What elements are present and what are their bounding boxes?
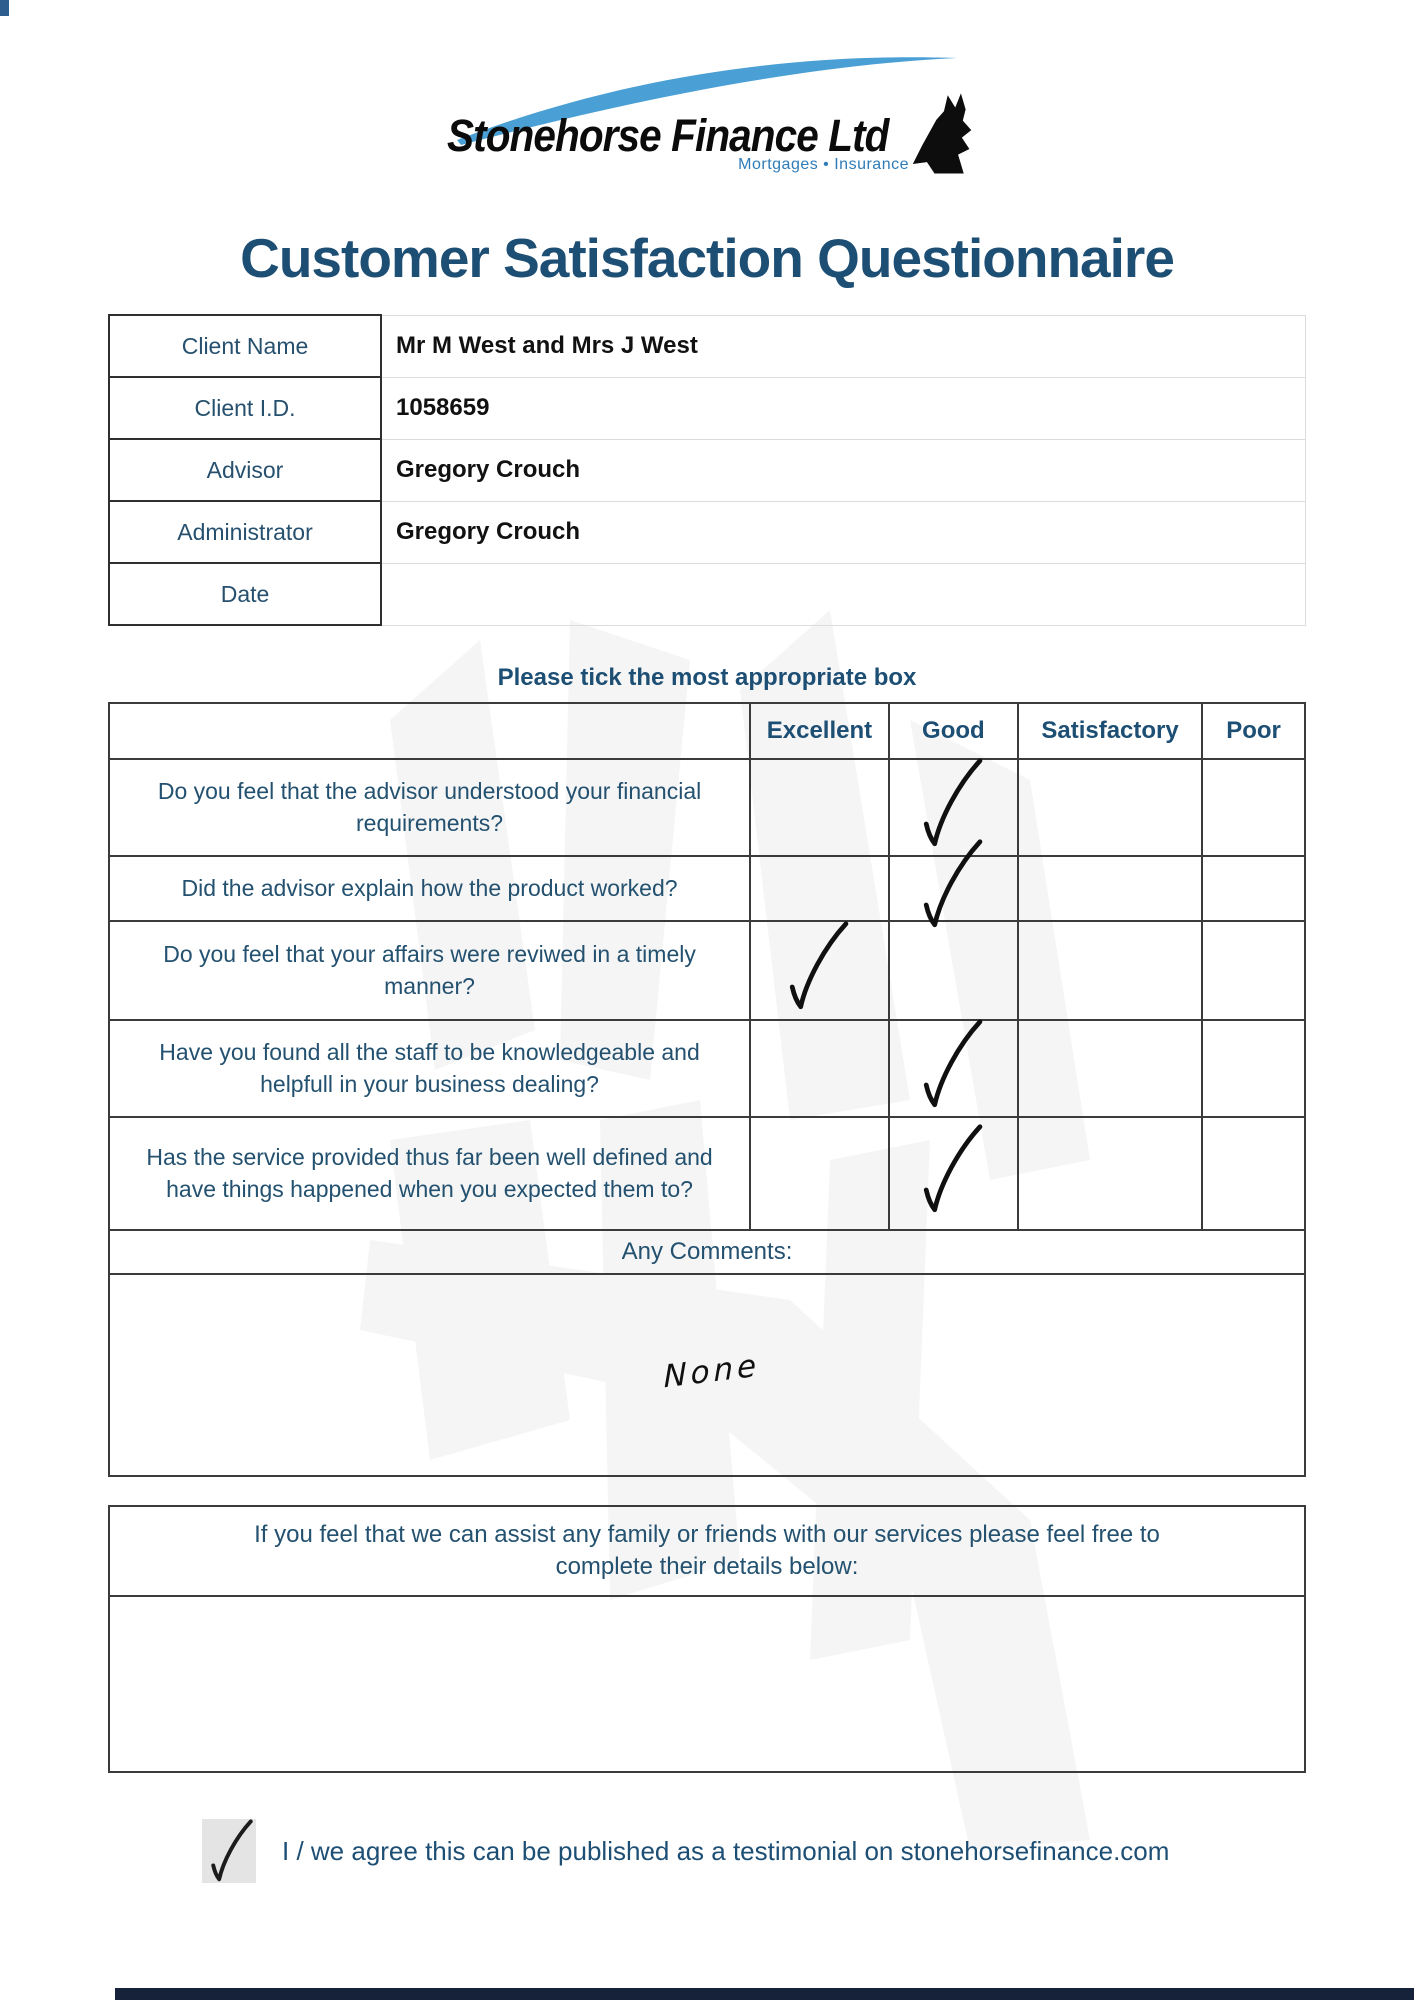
advisor-value: Gregory Crouch: [381, 439, 1306, 501]
handwritten-comment: None: [663, 1347, 761, 1396]
referral-details-box[interactable]: [109, 1596, 1305, 1772]
question-text: Have you found all the staff to be knowledgeable and helpfull in your business dealing?: [109, 1020, 750, 1117]
question-text: Has the service provided thus far been well defined and have things happened when you expected them to?: [109, 1117, 750, 1230]
question-text: Do you feel that your affairs were reviwed in a timely manner?: [109, 921, 750, 1020]
referral-text-row: [109, 1506, 1305, 1596]
testimonial-checkbox[interactable]: [202, 1819, 256, 1883]
handwritten-tick-icon: [919, 1121, 985, 1217]
rating-cell[interactable]: [750, 759, 889, 856]
client-info-row: [109, 315, 1306, 377]
rating-cell[interactable]: [889, 1020, 1018, 1117]
administrator-label: Administrator: [109, 501, 381, 563]
page-corner-mark: [0, 0, 9, 16]
rating-cell[interactable]: [889, 921, 1018, 1020]
client-id-value: 1058659: [381, 377, 1306, 439]
comments-box-row: [109, 1274, 1305, 1476]
referral-text: If you feel that we can assist any family or friends with our services please feel free to complete their details below:: [109, 1506, 1305, 1596]
survey-question-row: [109, 759, 1305, 856]
rating-cell[interactable]: [750, 1020, 889, 1117]
referral-table: [108, 1505, 1306, 1773]
testimonial-consent: [202, 1819, 1414, 1883]
rating-cell[interactable]: [1018, 1020, 1202, 1117]
survey-question-row: [109, 1020, 1305, 1117]
column-header-satisfactory: Satisfactory: [1018, 703, 1202, 759]
handwritten-tick-icon: [785, 918, 851, 1014]
company-name: Stonehorse Finance Ltd: [447, 110, 889, 161]
rating-cell[interactable]: [1018, 1117, 1202, 1230]
client-info-row: [109, 563, 1306, 625]
rating-cell[interactable]: [750, 921, 889, 1020]
date-value[interactable]: [381, 563, 1306, 625]
testimonial-text: I / we agree this can be published as a testimonial on stonehorsefinance.com: [282, 1835, 1170, 1866]
date-label: Date: [109, 563, 381, 625]
question-text: Did the advisor explain how the product worked?: [109, 856, 750, 921]
referral-box-row: [109, 1596, 1305, 1772]
rating-cell[interactable]: [889, 856, 1018, 921]
handwritten-tick-icon: [919, 836, 985, 932]
question-text: Do you feel that the advisor understood your financial requirements?: [109, 759, 750, 856]
client-info-row: [109, 377, 1306, 439]
rating-cell[interactable]: [1018, 759, 1202, 856]
comments-label-row: [109, 1230, 1305, 1274]
column-header-excellent: Excellent: [750, 703, 889, 759]
rating-cell[interactable]: [889, 1117, 1018, 1230]
administrator-value: Gregory Crouch: [381, 501, 1306, 563]
rating-cell[interactable]: [1018, 921, 1202, 1020]
survey-header-row: [109, 703, 1305, 759]
rating-cell[interactable]: [1202, 759, 1305, 856]
horse-head-icon: [910, 88, 976, 176]
advisor-label: Advisor: [109, 439, 381, 501]
column-header-poor: Poor: [1202, 703, 1305, 759]
rating-cell[interactable]: [1202, 1117, 1305, 1230]
survey-question-row: [109, 1117, 1305, 1230]
client-name-label: Client Name: [109, 315, 381, 377]
company-tagline: Mortgages • Insurance: [738, 156, 909, 173]
rating-cell[interactable]: [750, 1117, 889, 1230]
client-info-table: [108, 314, 1306, 626]
client-info-row: [109, 501, 1306, 563]
rating-cell[interactable]: [750, 856, 889, 921]
handwritten-tick-icon: [208, 1815, 254, 1887]
rating-cell[interactable]: [1018, 856, 1202, 921]
company-logo: [447, 48, 967, 188]
page-title: Customer Satisfaction Questionnaire: [240, 227, 1174, 289]
bottom-scan-bar: [115, 1988, 1414, 2000]
survey-table: [108, 702, 1306, 1477]
client-id-label: Client I.D.: [109, 377, 381, 439]
client-name-value: Mr M West and Mrs J West: [381, 315, 1306, 377]
column-header-good: Good: [889, 703, 1018, 759]
survey-instruction: Please tick the most appropriate box: [497, 664, 917, 691]
survey-question-row: [109, 921, 1305, 1020]
rating-cell[interactable]: [1202, 1020, 1305, 1117]
survey-question-row: [109, 856, 1305, 921]
client-info-row: [109, 439, 1306, 501]
comments-box[interactable]: [109, 1274, 1305, 1476]
question-column-header: [109, 703, 750, 759]
comments-label: Any Comments:: [109, 1230, 1305, 1274]
rating-cell[interactable]: [1202, 856, 1305, 921]
rating-cell[interactable]: [1202, 921, 1305, 1020]
handwritten-tick-icon: [919, 1016, 985, 1112]
